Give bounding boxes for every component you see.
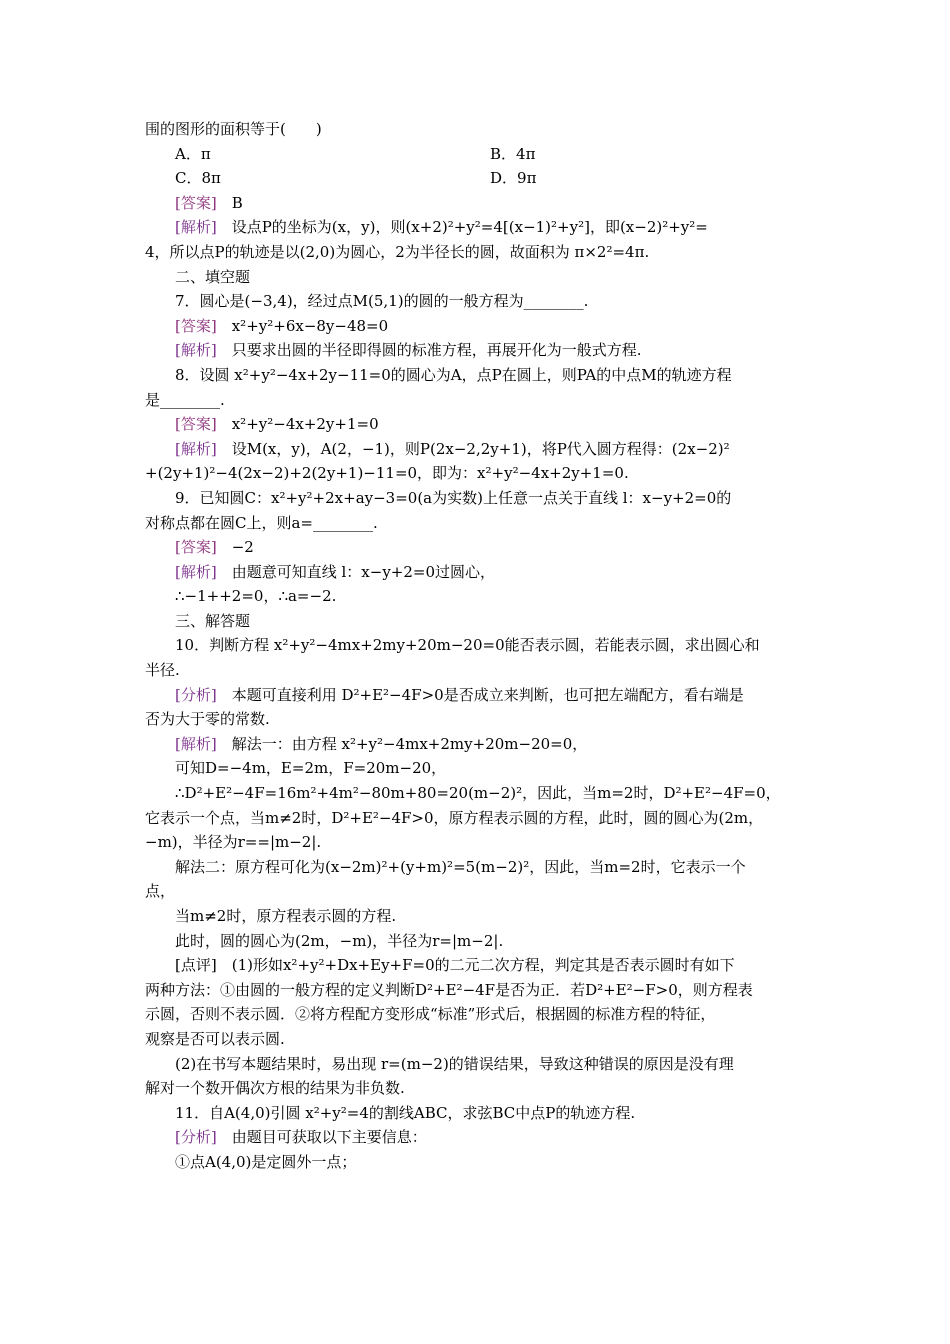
q9-question-line-2: 对称点都在圆C上，则a=________. (145, 513, 378, 532)
q6-option-d: D．9π (490, 169, 537, 188)
answer-text: x²+y²−4x+2y+1=0 (216, 415, 379, 434)
q10-step-2-line-2: 它表示一个点，当m≠2时，D²+E²−4F>0，原方程表示圆的方程，此时，圆的圆心为(2m， (145, 808, 764, 827)
q9-analysis (145, 560, 805, 585)
answer-tag: [答案] (175, 316, 217, 335)
fenxi-text: 本题可直接利用 D²+E²−4F>0是否成立来判断，也可把左端配方，看右端是 (216, 685, 744, 704)
fenxi-tag: [分析] (175, 1128, 217, 1147)
q10-fenxi-line-1 (145, 683, 805, 708)
section-solutions: 三、解答题 (175, 611, 251, 630)
q10-comment-2-line-2: 解对一个数开偶次方根的结果为非负数. (145, 1079, 405, 1098)
q6-options-row-1 (145, 142, 805, 167)
q7-question: 7．圆心是(−3,4)，经过点M(5,1)的圆的一般方程为________. (175, 292, 589, 311)
q8-answer (145, 412, 805, 437)
fenxi-text: 由题目可获取以下主要信息： (216, 1128, 427, 1147)
analysis-tag: [解析] (175, 218, 217, 237)
q8-analysis-line-2: +(2y+1)²−4(2x−2)+2(2y+1)−11=0，即为：x²+y²−4x+2y+1=0. (145, 464, 629, 483)
q11-info-1: ①点A(4,0)是定圆外一点； (175, 1152, 357, 1171)
analysis-text: 只要求出圆的半径即得圆的标准方程，再展开化为一般式方程. (216, 341, 642, 360)
analysis-text: 由题意可知直线 l：x−y+2=0过圆心， (216, 562, 496, 581)
q6-option-c: C．8π (175, 169, 221, 188)
q6-options-row-2 (145, 166, 805, 191)
q10-jiexi (145, 732, 805, 757)
section-fill-in: 二、填空题 (175, 267, 251, 286)
answer-tag: [答案] (175, 538, 217, 557)
answer-text: −2 (216, 538, 254, 557)
analysis-tag: [解析] (175, 734, 217, 753)
q11-fenxi (145, 1125, 805, 1150)
comment-text: (1)形如x²+y²+Dx+Ey+F=0的二元二次方程，判定其是否表示圆时有如下 (216, 956, 735, 975)
fenxi-tag: [分析] (175, 685, 217, 704)
q10-method-2-line-3: 当m≠2时，原方程表示圆的方程. (175, 907, 397, 925)
q10-comment-line-3: 示圆，否则不表示圆．②将方程配方变形成“标准”形式后，根据圆的标准方程的特征， (145, 1005, 716, 1024)
answer-text: B (216, 193, 243, 212)
q6-answer (145, 191, 805, 216)
q9-step: ∴−1++2=0，∴a=−2. (175, 587, 337, 606)
q6-option-a: A．π (175, 144, 211, 163)
q10-question-line-1: 10．判断方程 x²+y²−4mx+2my+20m−20=0能否表示圆，若能表示圆，求出圆心和 (175, 636, 760, 655)
q9-question-line-1: 9．已知圆C：x²+y²+2x+ay−3=0(a为实数)上任意一点关于直线 l：x−y+2=0的 (175, 488, 732, 507)
q10-step-1: 可知D=−4m，E=2m，F=20m−20， (175, 759, 447, 778)
q6-analysis-line-1 (145, 215, 805, 240)
analysis-text: 设M(x，y)，A(2，−1)，则P(2x−2,2y+1)，将P代入圆方程得：(2x−2)² (216, 439, 730, 458)
q10-step-2-line-1: ∴D²+E²−4F=16m²+4m²−80m+80=20(m−2)²，因此，当m=2时，D²+E²−4F=0， (175, 784, 781, 803)
q6-analysis-line-2: 4，所以点P的轨迹是以(2,0)为圆心，2为半径长的圆，故面积为 π×2²=4π. (145, 242, 650, 261)
q10-step-2-line-3: −m)，半径为r==|m−2|. (145, 833, 322, 852)
q10-method-2-line-4: 此时，圆的圆心为(2m，−m)，半径为r=|m−2|. (175, 931, 504, 950)
answer-tag: [答案] (175, 193, 217, 212)
q10-comment-line-4: 观察是否可以表示圆. (145, 1029, 285, 1048)
analysis-text: 设点P的坐标为(x，y)，则(x+2)²+y²=4[(x−1)²+y²]，即(x−2)²+y²= (216, 218, 708, 237)
document-page (145, 117, 805, 1175)
q7-analysis (145, 338, 805, 363)
answer-text: x²+y²+6x−8y−48=0 (216, 316, 389, 335)
answer-tag: [答案] (175, 415, 217, 434)
analysis-tag: [解析] (175, 439, 217, 458)
analysis-tag: [解析] (175, 562, 217, 581)
q6-option-b: B．4π (490, 144, 536, 163)
comment-tag: [点评] (175, 956, 217, 975)
q10-method-2-line-2: 点， (145, 882, 176, 901)
q10-comment-line-1 (145, 953, 805, 978)
q8-question-line-1: 8．设圆 x²+y²−4x+2y−11=0的圆心为A，点P在圆上，则PA的中点M的轨迹方程 (175, 365, 732, 384)
q10-question-line-2: 半径. (145, 661, 180, 680)
q10-fenxi-line-2: 否为大于零的常数. (145, 710, 270, 729)
q10-method-2-line-1: 解法二：原方程可化为(x−2m)²+(y+m)²=5(m−2)²，因此，当m=2时，它表示一个 (175, 857, 746, 876)
q7-answer (145, 314, 805, 339)
q11-question: 11．自A(4,0)引圆 x²+y²=4的割线ABC，求弦BC中点P的轨迹方程. (175, 1103, 636, 1122)
q8-question-line-2: 是________. (145, 390, 225, 409)
q9-answer (145, 535, 805, 560)
q10-comment-2-line-1: (2)在书写本题结果时，易出现 r=(m−2)的错误结果，导致这种错误的原因是没有理 (175, 1054, 734, 1073)
q8-analysis-line-1 (145, 437, 805, 462)
analysis-tag: [解析] (175, 341, 217, 360)
analysis-text: 解法一：由方程 x²+y²−4mx+2my+20m−20=0， (216, 734, 588, 753)
q6-tail: 围的图形的面积等于( ) (145, 120, 322, 138)
q10-comment-line-2: 两种方法：①由圆的一般方程的定义判断D²+E²−4F是否为正．若D²+E²−F>0，则方程表 (145, 980, 753, 999)
